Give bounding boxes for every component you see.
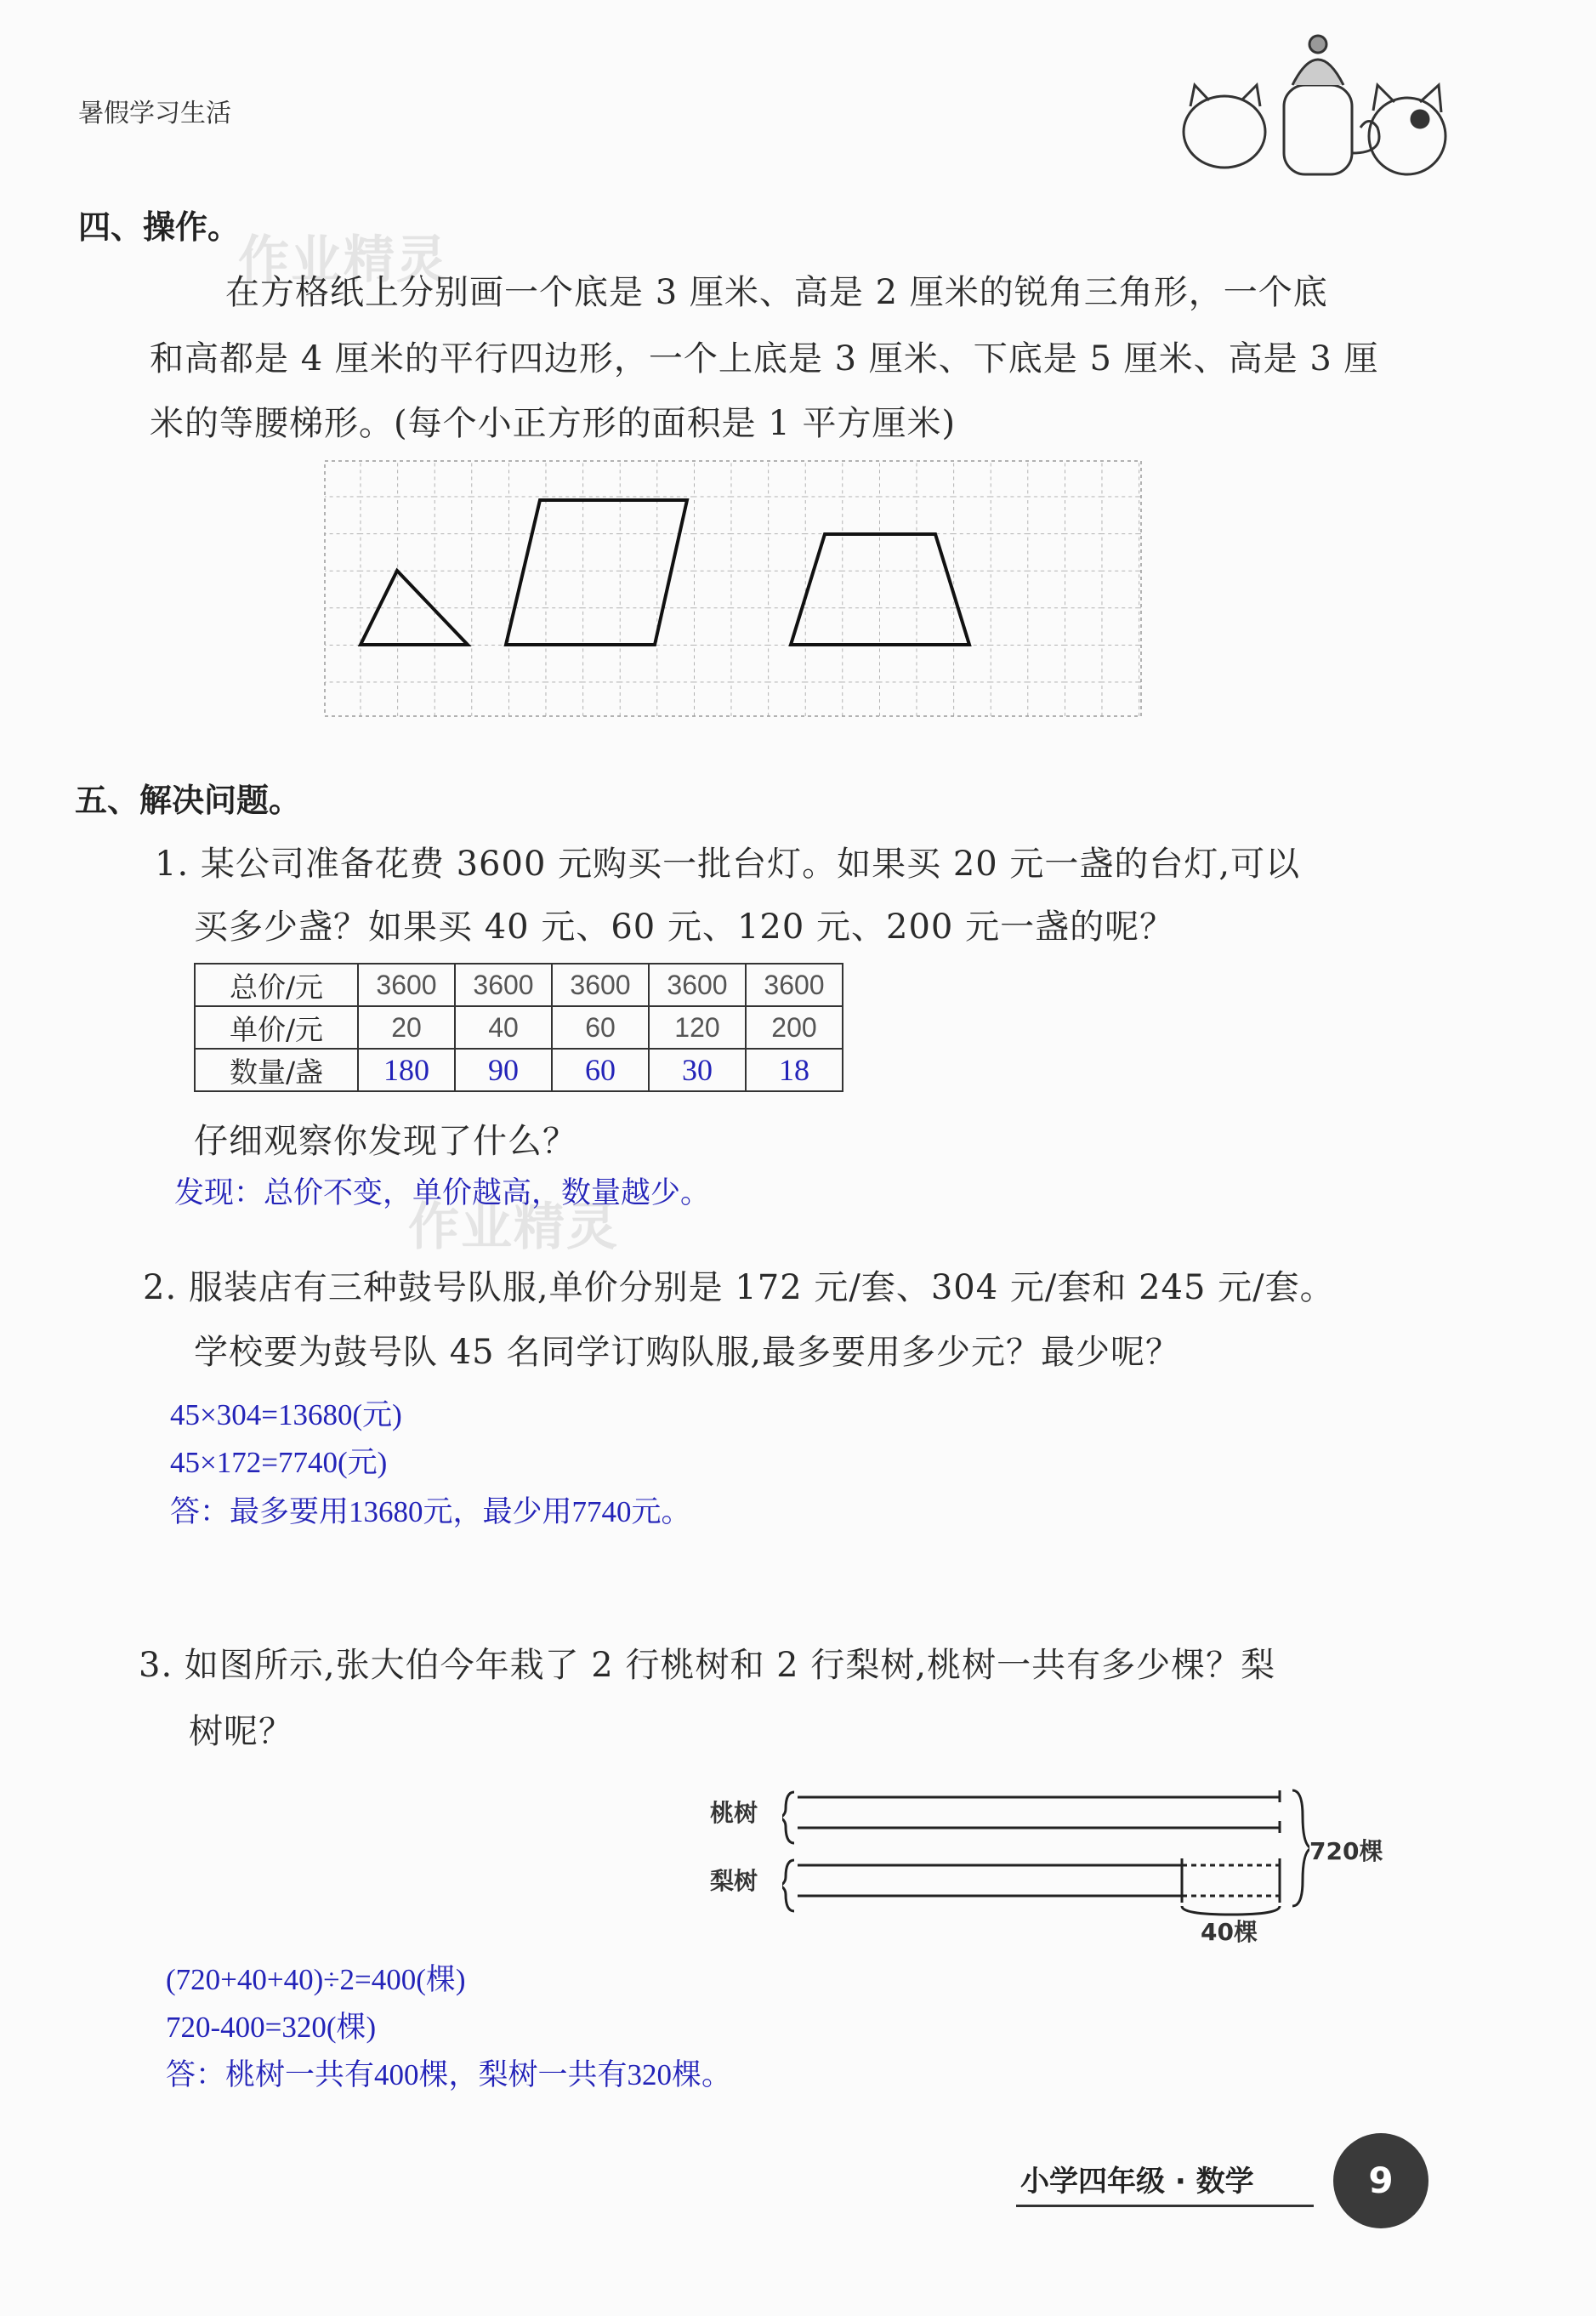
brace-pear bbox=[782, 1860, 794, 1911]
q1-prompt: 仔细观察你发现了什么？ bbox=[194, 1122, 577, 1161]
table-row bbox=[195, 964, 843, 1006]
table-cell: 3600 bbox=[552, 964, 649, 1006]
row-label: 数量/盏 bbox=[195, 1049, 358, 1091]
row-label: 总价/元 bbox=[195, 964, 358, 1006]
cat-right-body bbox=[1369, 98, 1445, 174]
brace-peach bbox=[782, 1792, 794, 1843]
section-5-heading: 五、解决问题。 bbox=[75, 782, 302, 819]
table-cell: 3600 bbox=[649, 964, 746, 1006]
cat-right-patch bbox=[1411, 111, 1428, 128]
watermark: 作业精灵 bbox=[408, 1198, 619, 1257]
cat-middle-body bbox=[1284, 85, 1352, 174]
q1-line-1: 1. 某公司准备花费 3600 元购买一批台灯。如果买 20 元一盏的台灯,可以 bbox=[155, 845, 1301, 884]
row-label: 单价/元 bbox=[195, 1006, 358, 1049]
q2-line-1: 2. 服装店有三种鼓号队服,单价分别是 172 元/套、304 元/套和 245 元/套。 bbox=[143, 1268, 1335, 1307]
answer-cell: 90 bbox=[455, 1049, 552, 1091]
brace-diff bbox=[1182, 1906, 1280, 1915]
section-4-line-2: 和高都是 4 厘米的平行四边形，一个上底是 3 厘米、下底是 5 厘米、高是 3 厘 bbox=[150, 339, 1379, 378]
section-4-line-1: 在方格纸上分别画一个底是 3 厘米、高是 2 厘米的锐角三角形，一个底 bbox=[225, 273, 1328, 312]
section-4-heading: 四、操作。 bbox=[78, 208, 241, 246]
label-pear: 梨树 bbox=[710, 1867, 758, 1895]
footer-rule bbox=[1016, 2205, 1314, 2207]
answer-cell: 180 bbox=[358, 1049, 455, 1091]
q2-answer-2: 45×172=7740(元) bbox=[170, 1446, 388, 1479]
cat-middle-pompom bbox=[1309, 36, 1326, 53]
q2-line-2: 学校要为鼓号队 45 名同学订购队服,最多要用多少元？最少呢？ bbox=[194, 1333, 1181, 1372]
table-cell: 40 bbox=[455, 1006, 552, 1049]
header-title: 暑假学习生活 bbox=[78, 99, 231, 128]
table-cell: 3600 bbox=[746, 964, 843, 1006]
label-diff: 40棵 bbox=[1201, 1918, 1258, 1946]
q3-answer-1: (720+40+40)÷2=400(棵) bbox=[166, 1963, 466, 1996]
tree-line-diagram bbox=[782, 1782, 1309, 1926]
label-total: 720棵 bbox=[1309, 1837, 1383, 1865]
table-cell: 3600 bbox=[455, 964, 552, 1006]
page-number: 9 bbox=[1333, 2133, 1428, 2228]
table-row bbox=[195, 1049, 843, 1091]
price-table bbox=[194, 963, 843, 1092]
answer-cell: 60 bbox=[552, 1049, 649, 1091]
q2-answer-1: 45×304=13680(元) bbox=[170, 1398, 402, 1431]
q3-line-2: 树呢？ bbox=[189, 1712, 293, 1751]
q1-line-2: 买多少盏？如果买 40 元、60 元、120 元、200 元一盏的呢？ bbox=[194, 908, 1175, 947]
cat-middle-hat bbox=[1292, 60, 1343, 85]
table-cell: 3600 bbox=[358, 964, 455, 1006]
footer-grade: 小学四年级 · 数学 bbox=[1020, 2165, 1254, 2199]
section-4-line-3: 米的等腰梯形。(每个小正方形的面积是 1 平方厘米) bbox=[150, 404, 957, 443]
cat-middle-tail bbox=[1352, 122, 1379, 154]
q3-answer-2: 720-400=320(棵) bbox=[166, 2011, 377, 2044]
table-cell: 120 bbox=[649, 1006, 746, 1049]
q3-line-1: 3. 如图所示,张大伯今年栽了 2 行桃树和 2 行梨树,桃树一共有多少棵？梨 bbox=[139, 1646, 1276, 1685]
table-row bbox=[195, 1006, 843, 1049]
brace-total bbox=[1292, 1790, 1309, 1906]
q2-answer-3: 答：最多要用13680元，最少用7740元。 bbox=[170, 1495, 691, 1528]
grid-paper bbox=[323, 459, 1156, 723]
label-peach: 桃树 bbox=[710, 1799, 758, 1827]
answer-cell: 30 bbox=[649, 1049, 746, 1091]
q3-answer-3: 答：桃树一共有400棵，梨树一共有320棵。 bbox=[166, 2058, 732, 2091]
cat-left-body bbox=[1184, 96, 1265, 168]
q1-answer: 发现：总价不变，单价越高，数量越少。 bbox=[174, 1176, 711, 1209]
watermark: 作业精灵 bbox=[238, 230, 449, 290]
answer-cell: 18 bbox=[746, 1049, 843, 1091]
cats-illustration bbox=[1165, 34, 1454, 179]
table-cell: 60 bbox=[552, 1006, 649, 1049]
table-cell: 200 bbox=[746, 1006, 843, 1049]
table-cell: 20 bbox=[358, 1006, 455, 1049]
